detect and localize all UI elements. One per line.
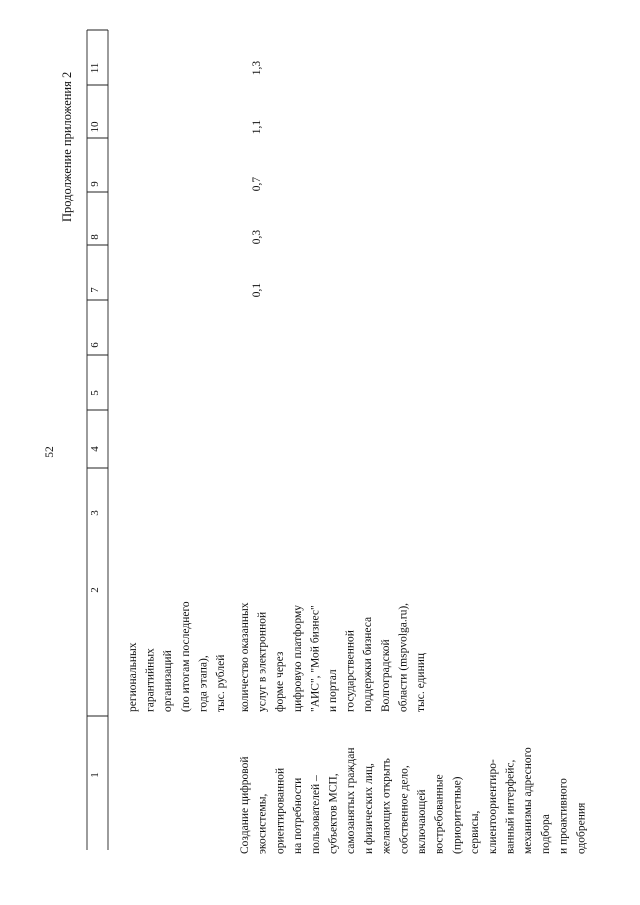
cell-text-line: собственное дело, xyxy=(398,765,411,854)
value-cell-col-8: 0,3 xyxy=(251,229,263,245)
row-2-indicator-text xyxy=(239,602,427,712)
column-dividers xyxy=(87,85,108,716)
value-cell-col-7: 0,1 xyxy=(251,282,263,298)
cell-text-line: организаций xyxy=(162,650,175,712)
cell-text-line: и физических лиц, xyxy=(362,763,375,854)
cell-text-line: экосистемы, xyxy=(256,793,269,854)
header-column-number: 1 xyxy=(89,772,101,778)
cell-text-line: количество оказанных xyxy=(239,602,251,712)
cell-text-line: "АИС", "Мой бизнес" xyxy=(309,605,322,712)
cell-text-line: одобрения xyxy=(575,802,588,854)
header-column-number: 11 xyxy=(89,62,101,74)
header-column-number: 7 xyxy=(89,287,101,293)
cell-text-line: подбора xyxy=(539,814,552,854)
cell-text-line: года этапа), xyxy=(197,655,210,712)
cell-text-line: области (mspvolga.ru), xyxy=(397,602,410,712)
header-column-number: 4 xyxy=(89,446,101,452)
cell-text-line: региональных xyxy=(127,642,139,712)
header-row xyxy=(89,63,101,778)
row-2-values xyxy=(251,61,263,298)
cell-text-line: желающих открыть xyxy=(380,758,393,854)
cell-text-line: востребованные xyxy=(433,774,446,854)
table-grid xyxy=(87,30,108,850)
page-number: 52 xyxy=(44,446,56,458)
cell-text-line: ориентированной xyxy=(274,767,287,854)
value-cell-col-9: 0,7 xyxy=(251,176,263,192)
cell-text-line: тыс. единиц xyxy=(415,652,427,712)
cell-text-line: тыс. рублей xyxy=(215,654,227,712)
row-2-activity-text xyxy=(239,747,587,855)
continuation-caption: Продолжение приложения 2 xyxy=(60,71,74,222)
cell-text-line: услуг в электронной xyxy=(256,611,269,712)
cell-text-line: гарантийных xyxy=(144,648,157,712)
cell-text-line: на потребности xyxy=(292,777,305,854)
cell-text-line: форме через xyxy=(274,651,287,712)
value-cell-col-11: 1,3 xyxy=(251,60,263,76)
cell-text-line: Создание цифровой xyxy=(239,756,251,854)
cell-text-line: субъектов МСП, xyxy=(327,773,340,854)
cell-text-line: включающей xyxy=(416,789,428,854)
cell-text-line: (приоритетные) xyxy=(451,776,464,854)
cell-text-line: поддержки бизнеса xyxy=(362,616,375,712)
header-column-number: 10 xyxy=(89,121,101,133)
cell-text-line: клиентоориентиро- xyxy=(486,759,499,854)
cell-text-line: и проактивного xyxy=(557,778,570,854)
cell-text-line: государственной xyxy=(344,630,357,712)
cell-text-line: (по итогам последнего xyxy=(179,601,192,712)
cell-text-line: и портал xyxy=(327,669,339,712)
cell-text-line: ванный интерфейс, xyxy=(504,759,517,854)
header-column-number: 8 xyxy=(89,234,101,240)
cell-text-line: самозанятых граждан xyxy=(345,747,358,854)
cell-text-line: механизмы адресного xyxy=(522,747,535,854)
cell-text-line: Волгоградской xyxy=(379,639,392,712)
cell-text-line: цифровую платформу xyxy=(291,604,304,712)
header-column-number: 6 xyxy=(89,342,101,348)
header-column-number: 5 xyxy=(89,390,101,396)
cell-text-line: пользователей – xyxy=(309,775,322,854)
cell-text-line: сервисы, xyxy=(469,810,482,854)
header-column-number: 3 xyxy=(89,510,101,516)
header-column-number: 2 xyxy=(89,587,101,593)
row-1-indicator-text xyxy=(127,601,227,712)
header-column-number: 9 xyxy=(89,181,101,187)
value-cell-col-10: 1,1 xyxy=(251,119,263,135)
